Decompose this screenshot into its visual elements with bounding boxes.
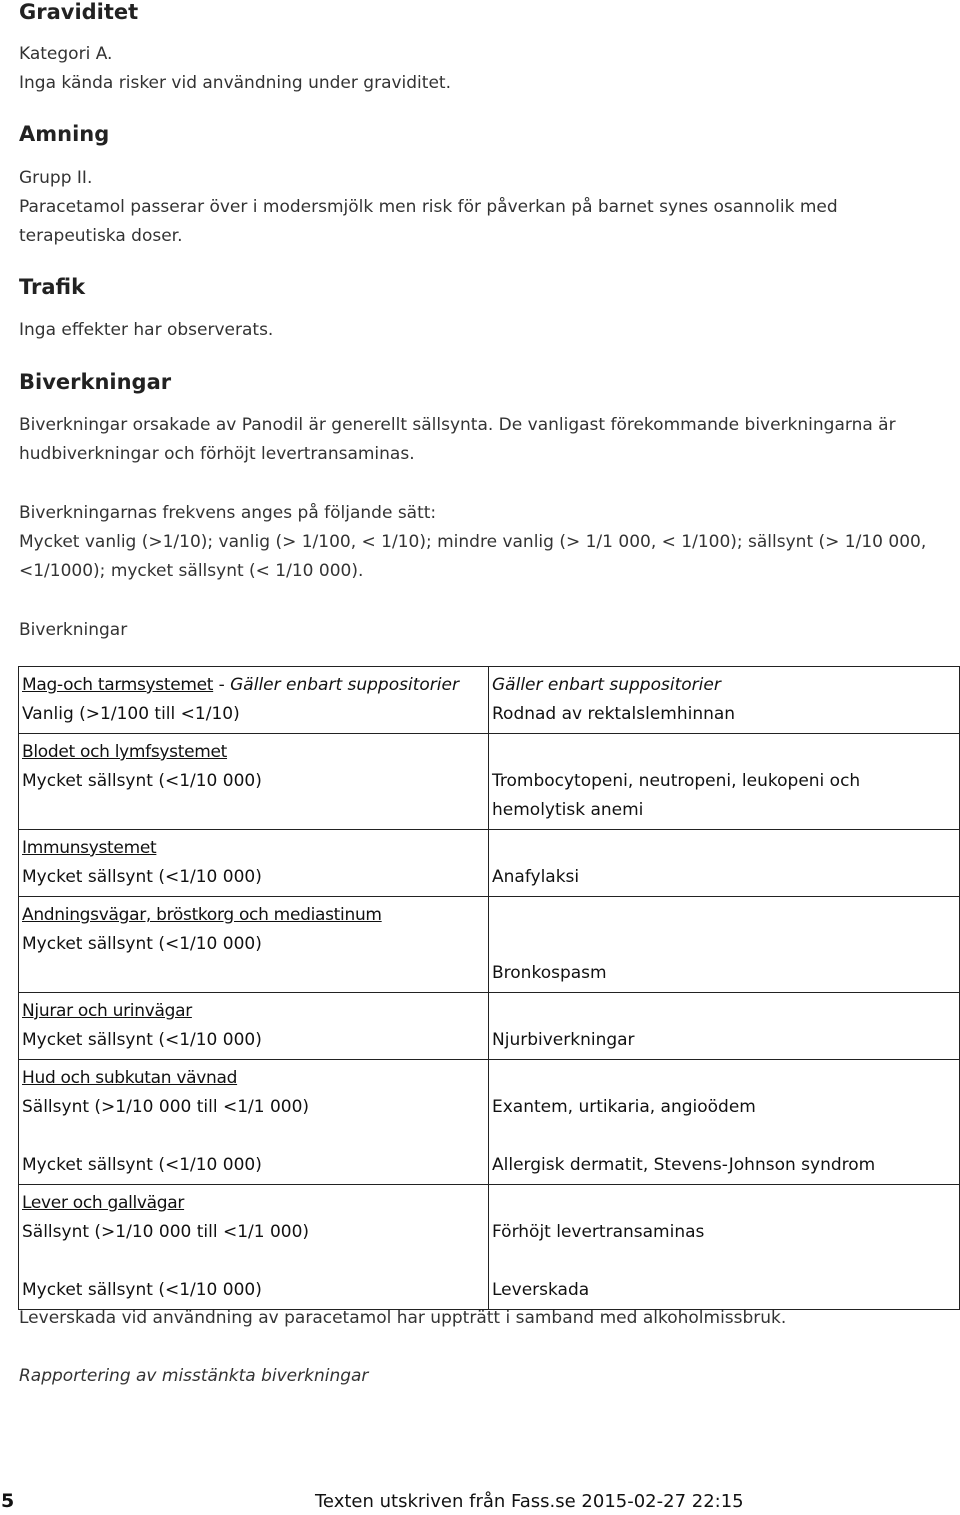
heading-amning: Amning xyxy=(19,122,110,146)
leverskada-note: Leverskada vid användning av paracetamol har uppträtt i samband med alkoholmissbruk. xyxy=(19,1308,787,1328)
frequency: Sällsynt (>1/10 000 till <1/1 000) xyxy=(22,1097,310,1117)
effect-cell xyxy=(489,897,960,993)
system-name: Hud och subkutan vävnad xyxy=(22,1068,238,1088)
system-cell xyxy=(19,667,489,734)
system-name: Blodet och lymfsystemet xyxy=(22,742,228,762)
effect-cell xyxy=(489,667,960,734)
trafik-text: Inga effekter har observerats. xyxy=(19,320,274,340)
frequency: Mycket sällsynt (<1/10 000) xyxy=(22,1030,262,1050)
system-cell xyxy=(19,993,489,1060)
effect: Förhöjt levertransaminas xyxy=(492,1222,705,1242)
effect-cell xyxy=(489,993,960,1060)
system-separator: - xyxy=(213,675,231,695)
table-row xyxy=(19,1060,960,1185)
effect-note: Gäller enbart suppositorier xyxy=(492,675,721,695)
heading-biverkningar: Biverkningar xyxy=(19,370,172,394)
effect: Njurbiverkningar xyxy=(492,1030,635,1050)
table-row xyxy=(19,734,960,830)
frequency: Mycket sällsynt (<1/10 000) xyxy=(22,1155,262,1175)
system-cell xyxy=(19,1185,489,1310)
effect: Allergisk dermatit, Stevens-Johnson syndrom xyxy=(492,1155,876,1175)
amning-text: Paracetamol passerar över i modersmjölk men risk för påverkan på barnet synes osannolik med terapeutiska doser. xyxy=(19,197,838,246)
rapportering-link[interactable]: Rapportering av misstänkta biverkningar xyxy=(19,1366,369,1386)
effect: Bronkospasm xyxy=(492,963,607,983)
frequency: Mycket sällsynt (<1/10 000) xyxy=(22,867,262,887)
effect: Leverskada xyxy=(492,1280,590,1300)
effect: Rodnad av rektalslemhinnan xyxy=(492,704,736,724)
graviditet-category: Kategori A. xyxy=(19,44,113,64)
amning-group: Grupp II. xyxy=(19,168,93,188)
frequency: Mycket sällsynt (<1/10 000) xyxy=(22,934,262,954)
effect: Anafylaksi xyxy=(492,867,580,887)
system-name: Lever och gallvägar xyxy=(22,1193,185,1213)
heading-trafik: Trafik xyxy=(19,275,86,299)
frequency: Mycket sällsynt (<1/10 000) xyxy=(22,771,262,791)
system-cell xyxy=(19,897,489,993)
system-name: Njurar och urinvägar xyxy=(22,1001,192,1021)
table-row xyxy=(19,897,960,993)
frekvens-intro: Biverkningarnas frekvens anges på följande sätt: xyxy=(19,503,437,523)
frekvens-definitions: Mycket vanlig (>1/10); vanlig (> 1/100, < 1/10); mindre vanlig (> 1/1 000, < 1/100); sällsynt (> 1/10 000, <1/1000); mycket sällsynt (< 1/10 000). xyxy=(19,532,927,581)
frequency: Vanlig (>1/100 till <1/10) xyxy=(22,704,240,724)
effect: Exantem, urtikaria, angioödem xyxy=(492,1097,756,1117)
system-name: Immunsystemet xyxy=(22,838,157,858)
effect-cell xyxy=(489,1185,960,1310)
system-cell xyxy=(19,1060,489,1185)
side-effects-table xyxy=(18,666,960,1310)
effect: Trombocytopeni, neutropeni, leukopeni och hemolytisk anemi xyxy=(492,771,861,820)
table-row xyxy=(19,1185,960,1310)
table-row xyxy=(19,993,960,1060)
frequency: Mycket sällsynt (<1/10 000) xyxy=(22,1280,262,1300)
footer-text: Texten utskriven från Fass.se 2015-02-27 22:15 xyxy=(315,1491,744,1512)
system-cell xyxy=(19,734,489,830)
effect-cell xyxy=(489,1060,960,1185)
graviditet-text: Inga kända risker vid användning under graviditet. xyxy=(19,73,451,93)
system-cell xyxy=(19,830,489,897)
heading-graviditet: Graviditet xyxy=(19,0,139,24)
system-name: Andningsvägar, bröstkorg och mediastinum xyxy=(22,905,382,925)
biverkningar-intro: Biverkningar orsakade av Panodil är generellt sällsynta. De vanligast förekommande biverkningarna är hudbiverkningar och förhöjt levertransaminas. xyxy=(19,415,896,464)
table-row xyxy=(19,667,960,734)
effect-cell xyxy=(489,830,960,897)
table-row xyxy=(19,830,960,897)
page-number: 5 xyxy=(1,1490,15,1512)
system-name: Mag-och tarmsystemet xyxy=(22,675,214,695)
frequency: Sällsynt (>1/10 000 till <1/1 000) xyxy=(22,1222,310,1242)
table-caption: Biverkningar xyxy=(19,620,128,640)
system-note: Gäller enbart suppositorier xyxy=(230,675,459,695)
effect-cell xyxy=(489,734,960,830)
